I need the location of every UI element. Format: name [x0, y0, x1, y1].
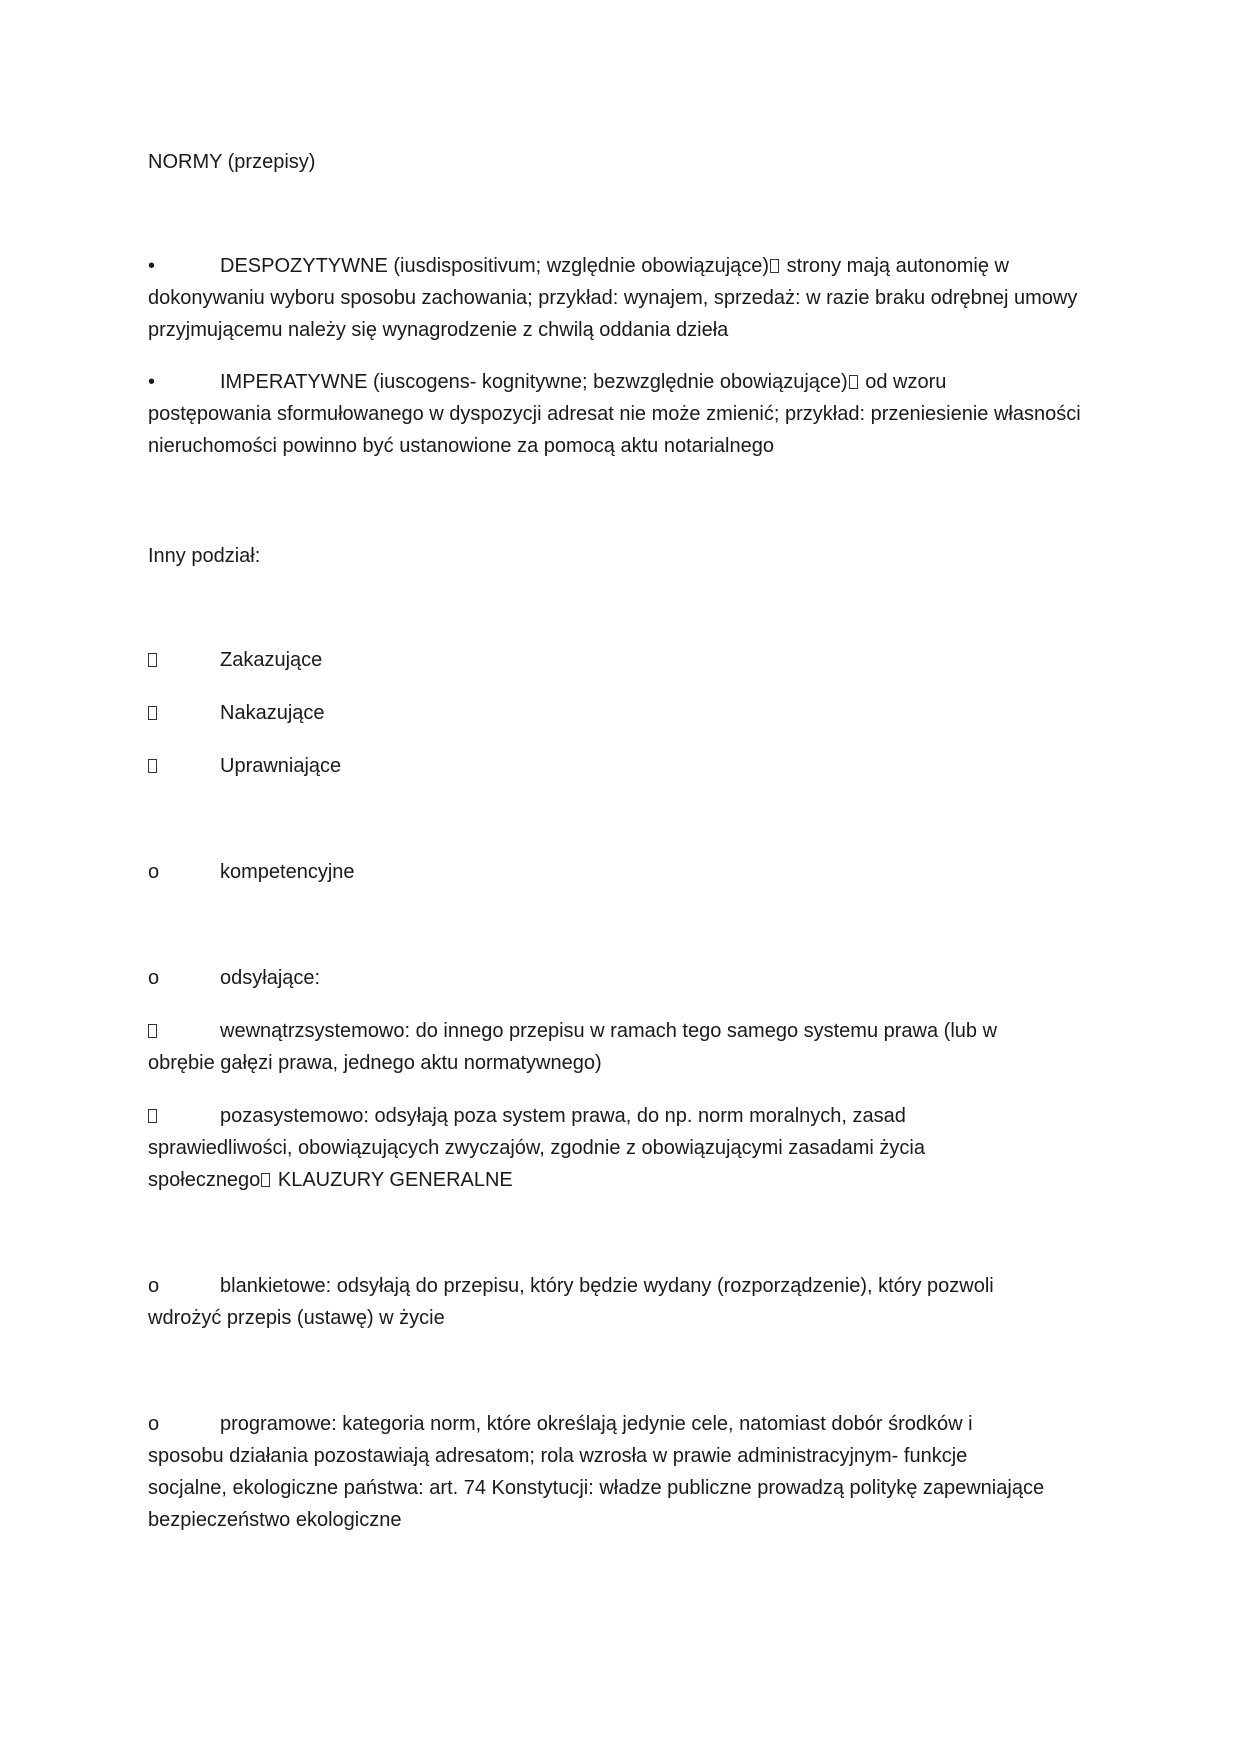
item-rest: postępowania sformułowanego w dyspozycji adresat nie może zmienić; przykład: przeniesienie własności nieruchomości powinno być ustanowione za pomocą aktu notarialnego — [148, 403, 1081, 457]
circle-bullet-icon: o — [148, 861, 160, 883]
list-item-label: odsyłające: — [220, 967, 321, 989]
paragraph-line: obrębie gałęzi prawa, jednego aktu normatywnego) — [148, 1052, 602, 1074]
section-subheading: Inny podział: — [148, 545, 261, 567]
missing-glyph-icon — [261, 1173, 270, 1187]
paragraph-line: wdrożyć przepis (ustawę) w życie — [148, 1307, 445, 1329]
paragraph-line: wewnątrzsystemowo: do innego przepisu w ramach tego samego systemu prawa (lub w — [220, 1020, 998, 1042]
list-item-programowe — [148, 1408, 1098, 1536]
list-item-label: Uprawniające — [220, 755, 342, 777]
missing-glyph-icon — [148, 759, 157, 773]
list-item-label: kompetencyjne — [220, 861, 355, 883]
paragraph-line: społecznego — [148, 1169, 261, 1191]
paragraph-line: bezpieczeństwo ekologiczne — [148, 1509, 402, 1531]
item-rest-line1: od wzoru — [859, 371, 947, 393]
list-item-wewnatrzsystemowo — [148, 1015, 1098, 1079]
list-item-odsylajace — [148, 962, 1098, 994]
bullet-icon: • — [148, 371, 156, 393]
missing-glyph-icon — [849, 375, 858, 389]
list-item-zakazujace — [148, 644, 1098, 676]
list-item-kompetencyjne — [148, 856, 1098, 888]
paragraph-line: pozasystemowo: odsyłają poza system prawa, do np. norm moralnych, zasad — [220, 1105, 906, 1127]
paragraph-line: programowe: kategoria norm, które określają jedynie cele, natomiast dobór środków i — [220, 1413, 973, 1435]
paragraph-line: blankietowe: odsyłają do przepisu, który będzie wydany (rozporządzenie), który pozwoli — [220, 1275, 994, 1297]
missing-glyph-icon — [148, 1109, 157, 1123]
paragraph-line: sprawiedliwości, obowiązujących zwyczajów, zgodnie z obowiązującymi zasadami życia — [148, 1137, 926, 1159]
missing-glyph-icon — [148, 653, 157, 667]
item-lead: DESPOZYTYWNE (iusdispositivum; względnie obowiązujące) — [220, 255, 770, 277]
missing-glyph-icon — [770, 259, 779, 273]
list-item-despozytywne — [148, 250, 1098, 346]
missing-glyph-icon — [148, 706, 157, 720]
paragraph-line: sposobu działania pozostawiają adresatom; rola wzrosła w prawie administracyjnym- funkcje — [148, 1445, 968, 1467]
paragraph-line: KLAUZURY GENERALNE — [272, 1169, 513, 1191]
missing-glyph-icon — [148, 1024, 157, 1038]
list-item-uprawniajace — [148, 750, 1098, 782]
list-item-label: Zakazujące — [220, 649, 323, 671]
list-item-nakazujace — [148, 697, 1098, 729]
item-rest: dokonywaniu wyboru sposobu zachowania; przykład: wynajem, sprzedaż: w razie braku odrębnej umowy przyjmującemu należy się wynagrodzenie z chwilą oddania dzieła — [148, 287, 1078, 341]
paragraph-line: socjalne, ekologiczne państwa: art. 74 Konstytucji: władze publiczne prowadzą politykę zapewniające — [148, 1477, 1045, 1499]
list-item-imperatywne — [148, 366, 1098, 462]
page-title: NORMY (przepisy) — [148, 151, 316, 173]
item-rest-line1: strony mają autonomię w — [781, 255, 1009, 277]
list-item-blankietowe — [148, 1270, 1098, 1334]
list-item-label: Nakazujące — [220, 702, 325, 724]
list-item-pozasystemowo — [148, 1100, 1098, 1196]
item-lead: IMPERATYWNE (iuscogens- kognitywne; bezwzględnie obowiązujące) — [220, 371, 848, 393]
circle-bullet-icon: o — [148, 967, 160, 989]
circle-bullet-icon: o — [148, 1413, 160, 1435]
circle-bullet-icon: o — [148, 1275, 160, 1297]
bullet-icon: • — [148, 255, 156, 277]
